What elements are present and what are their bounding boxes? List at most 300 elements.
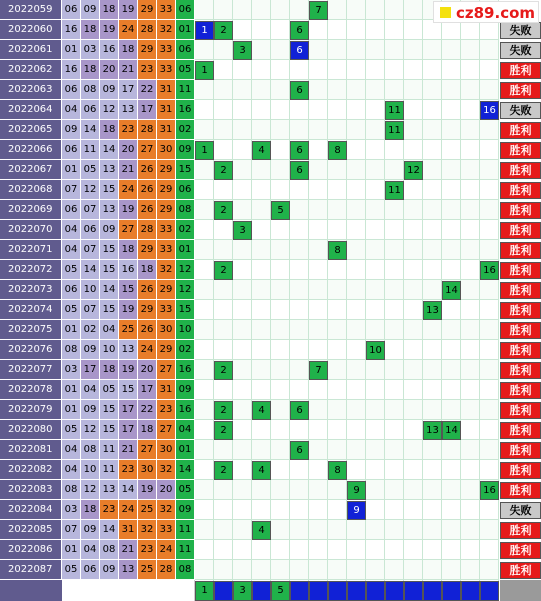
red-ball-number: 12 — [81, 180, 100, 200]
blue-ball-number: 05 — [176, 60, 195, 80]
red-ball-number: 05 — [81, 160, 100, 180]
red-ball-number: 33 — [157, 220, 176, 240]
result-badge: 胜利 — [500, 202, 541, 219]
pick-marker: 16 — [480, 481, 499, 500]
red-ball-number: 02 — [81, 320, 100, 340]
pick-marker: 1 — [195, 21, 214, 40]
red-ball-number: 18 — [100, 120, 119, 140]
result-badge: 胜利 — [500, 522, 541, 539]
red-ball-number: 03 — [81, 40, 100, 60]
red-ball-number: 15 — [100, 260, 119, 280]
red-ball-number: 14 — [100, 140, 119, 160]
blue-ball-number: 06 — [176, 40, 195, 60]
red-ball-number: 05 — [62, 260, 81, 280]
pick-marker: 2 — [214, 261, 233, 280]
blue-ball-number: 11 — [176, 520, 195, 540]
red-ball-number: 20 — [100, 60, 119, 80]
red-ball-number: 06 — [62, 200, 81, 220]
red-ball-number: 26 — [138, 280, 157, 300]
red-ball-number: 06 — [81, 220, 100, 240]
blue-ball-number: 01 — [176, 440, 195, 460]
blue-ball-number: 04 — [176, 420, 195, 440]
red-ball-number: 04 — [62, 440, 81, 460]
red-ball-number: 32 — [138, 520, 157, 540]
period-label: 2022071 — [0, 240, 62, 260]
blue-ball-number: 15 — [176, 300, 195, 320]
red-ball-number: 23 — [100, 500, 119, 520]
bottom-marker — [404, 581, 423, 601]
pick-marker: 2 — [214, 421, 233, 440]
pick-marker: 16 — [480, 261, 499, 280]
red-ball-number: 28 — [138, 20, 157, 40]
red-ball-number: 33 — [157, 40, 176, 60]
red-ball-number: 16 — [100, 40, 119, 60]
red-ball-number: 01 — [62, 400, 81, 420]
blue-ball-number: 02 — [176, 120, 195, 140]
red-ball-number: 03 — [62, 360, 81, 380]
red-ball-number: 10 — [81, 460, 100, 480]
period-label: 2022087 — [0, 560, 62, 580]
blue-ball-number: 06 — [176, 0, 195, 20]
red-ball-number: 12 — [81, 480, 100, 500]
period-label: 2022072 — [0, 260, 62, 280]
bottom-label-spacer — [0, 580, 62, 601]
result-badge: 胜利 — [500, 62, 541, 79]
bottom-marker: 3 — [233, 581, 252, 601]
result-badge: 胜利 — [500, 342, 541, 359]
result-badge: 胜利 — [500, 442, 541, 459]
red-ball-number: 08 — [81, 80, 100, 100]
red-ball-number: 25 — [138, 500, 157, 520]
red-ball-number: 07 — [62, 520, 81, 540]
period-label: 2022083 — [0, 480, 62, 500]
red-ball-number: 12 — [100, 100, 119, 120]
red-ball-number: 19 — [119, 300, 138, 320]
red-ball-number: 32 — [157, 260, 176, 280]
red-ball-number: 04 — [81, 380, 100, 400]
red-ball-number: 18 — [100, 0, 119, 20]
bottom-marker — [328, 581, 347, 601]
red-ball-number: 18 — [100, 360, 119, 380]
pick-marker: 2 — [214, 161, 233, 180]
result-badge: 胜利 — [500, 182, 541, 199]
red-ball-number: 05 — [62, 420, 81, 440]
red-ball-number: 14 — [81, 120, 100, 140]
bottom-marker — [423, 581, 442, 601]
red-ball-number: 29 — [157, 340, 176, 360]
red-ball-number: 24 — [157, 540, 176, 560]
red-ball-number: 23 — [119, 120, 138, 140]
pick-marker: 3 — [233, 221, 252, 240]
red-ball-number: 07 — [81, 240, 100, 260]
bottom-marker — [309, 581, 328, 601]
pick-marker: 6 — [290, 161, 309, 180]
red-ball-number: 13 — [100, 160, 119, 180]
blue-ball-number: 15 — [176, 160, 195, 180]
bottom-marker — [480, 581, 499, 601]
result-badge: 胜利 — [500, 382, 541, 399]
red-ball-number: 04 — [81, 540, 100, 560]
period-label: 2022085 — [0, 520, 62, 540]
red-ball-number: 29 — [138, 240, 157, 260]
red-ball-number: 13 — [119, 340, 138, 360]
red-ball-number: 33 — [157, 240, 176, 260]
red-ball-number: 19 — [138, 480, 157, 500]
blue-ball-number: 08 — [176, 200, 195, 220]
red-ball-number: 04 — [100, 320, 119, 340]
red-ball-number: 31 — [157, 100, 176, 120]
red-ball-number: 15 — [100, 180, 119, 200]
red-ball-number: 29 — [138, 0, 157, 20]
blue-ball-number: 08 — [176, 560, 195, 580]
red-ball-number: 17 — [81, 360, 100, 380]
red-ball-number: 23 — [138, 60, 157, 80]
pick-marker: 8 — [328, 141, 347, 160]
pick-marker: 1 — [195, 61, 214, 80]
red-ball-number: 33 — [157, 300, 176, 320]
period-label: 2022065 — [0, 120, 62, 140]
red-ball-number: 09 — [81, 0, 100, 20]
red-ball-number: 08 — [62, 340, 81, 360]
pick-marker: 4 — [252, 521, 271, 540]
red-ball-number: 05 — [62, 300, 81, 320]
result-badge: 胜利 — [500, 262, 541, 279]
red-ball-number: 21 — [119, 60, 138, 80]
red-ball-number: 13 — [119, 100, 138, 120]
red-ball-number: 09 — [100, 560, 119, 580]
blue-ball-number: 12 — [176, 280, 195, 300]
red-ball-number: 11 — [81, 140, 100, 160]
pick-marker: 6 — [290, 441, 309, 460]
red-ball-number: 25 — [119, 320, 138, 340]
red-ball-number: 29 — [157, 160, 176, 180]
red-ball-number: 19 — [119, 200, 138, 220]
red-ball-number: 24 — [119, 20, 138, 40]
logo-square-icon — [440, 7, 451, 18]
red-ball-number: 18 — [138, 260, 157, 280]
red-ball-number: 08 — [100, 540, 119, 560]
period-label: 2022061 — [0, 40, 62, 60]
red-ball-number: 33 — [157, 0, 176, 20]
red-ball-number: 05 — [62, 560, 81, 580]
red-ball-number: 09 — [81, 400, 100, 420]
red-ball-number: 31 — [119, 520, 138, 540]
period-label: 2022073 — [0, 280, 62, 300]
red-ball-number: 15 — [100, 240, 119, 260]
period-label: 2022075 — [0, 320, 62, 340]
period-label: 2022064 — [0, 100, 62, 120]
pick-marker: 11 — [385, 181, 404, 200]
pick-marker: 12 — [404, 161, 423, 180]
red-ball-number: 28 — [138, 120, 157, 140]
blue-ball-number: 16 — [176, 100, 195, 120]
pick-marker: 2 — [214, 361, 233, 380]
red-ball-number: 29 — [157, 280, 176, 300]
period-label: 2022062 — [0, 60, 62, 80]
red-ball-number: 24 — [138, 340, 157, 360]
red-ball-number: 24 — [119, 180, 138, 200]
red-ball-number: 21 — [119, 440, 138, 460]
pick-marker: 7 — [309, 1, 328, 20]
bottom-numbers-spacer — [62, 580, 195, 601]
red-ball-number: 30 — [157, 320, 176, 340]
red-ball-number: 20 — [157, 480, 176, 500]
red-ball-number: 26 — [138, 180, 157, 200]
blue-ball-number: 16 — [176, 400, 195, 420]
blue-ball-number: 11 — [176, 540, 195, 560]
pick-marker: 7 — [309, 361, 328, 380]
period-label: 2022078 — [0, 380, 62, 400]
result-badge: 胜利 — [500, 402, 541, 419]
result-badge: 胜利 — [500, 462, 541, 479]
red-ball-number: 19 — [119, 0, 138, 20]
red-ball-number: 01 — [62, 540, 81, 560]
red-ball-number: 01 — [62, 160, 81, 180]
blue-ball-number: 05 — [176, 480, 195, 500]
pick-marker: 4 — [252, 141, 271, 160]
period-label: 2022086 — [0, 540, 62, 560]
red-ball-number: 10 — [81, 280, 100, 300]
red-ball-number: 07 — [81, 200, 100, 220]
period-label: 2022067 — [0, 160, 62, 180]
bottom-marker: 5 — [271, 581, 290, 601]
red-ball-number: 07 — [62, 180, 81, 200]
red-ball-number: 19 — [100, 20, 119, 40]
red-ball-number: 20 — [138, 360, 157, 380]
pick-marker: 16 — [480, 101, 499, 120]
pick-marker: 2 — [214, 461, 233, 480]
red-ball-number: 13 — [100, 200, 119, 220]
blue-ball-number: 06 — [176, 180, 195, 200]
pick-marker: 4 — [252, 401, 271, 420]
red-ball-number: 01 — [62, 320, 81, 340]
result-badge: 胜利 — [500, 282, 541, 299]
pick-marker: 8 — [328, 461, 347, 480]
red-ball-number: 05 — [100, 380, 119, 400]
red-ball-number: 14 — [100, 520, 119, 540]
red-ball-number: 24 — [119, 500, 138, 520]
result-badge: 胜利 — [500, 322, 541, 339]
period-label: 2022069 — [0, 200, 62, 220]
red-ball-number: 08 — [81, 440, 100, 460]
bottom-marker — [442, 581, 461, 601]
red-ball-number: 14 — [119, 480, 138, 500]
blue-ball-number: 02 — [176, 220, 195, 240]
pick-marker: 9 — [347, 501, 366, 520]
red-ball-number: 14 — [100, 280, 119, 300]
pick-marker: 8 — [328, 241, 347, 260]
period-label: 2022081 — [0, 440, 62, 460]
bottom-marker — [366, 581, 385, 601]
period-label: 2022080 — [0, 420, 62, 440]
result-badge: 失败 — [500, 22, 541, 39]
period-label: 2022063 — [0, 80, 62, 100]
red-ball-number: 06 — [62, 140, 81, 160]
red-ball-number: 21 — [119, 160, 138, 180]
blue-ball-number: 02 — [176, 340, 195, 360]
pick-marker: 13 — [423, 301, 442, 320]
result-badge: 胜利 — [500, 302, 541, 319]
result-badge: 失败 — [500, 42, 541, 59]
red-ball-number: 27 — [157, 360, 176, 380]
bottom-marker — [290, 581, 309, 601]
blue-ball-number: 01 — [176, 20, 195, 40]
bottom-marker — [214, 581, 233, 601]
red-ball-number: 23 — [119, 460, 138, 480]
period-label: 2022066 — [0, 140, 62, 160]
red-ball-number: 25 — [138, 560, 157, 580]
result-badge: 胜利 — [500, 82, 541, 99]
result-badge: 胜利 — [500, 142, 541, 159]
site-logo[interactable] — [433, 1, 539, 23]
red-ball-number: 11 — [100, 440, 119, 460]
result-badge: 胜利 — [500, 222, 541, 239]
red-ball-number: 04 — [62, 100, 81, 120]
red-ball-number: 17 — [138, 380, 157, 400]
pick-marker: 6 — [290, 141, 309, 160]
result-badge: 胜利 — [500, 162, 541, 179]
red-ball-number: 19 — [119, 360, 138, 380]
red-ball-number: 06 — [62, 280, 81, 300]
pick-marker: 11 — [385, 121, 404, 140]
result-badge: 失败 — [500, 102, 541, 119]
period-label: 2022059 — [0, 0, 62, 20]
blue-ball-number: 09 — [176, 140, 195, 160]
bottom-marker — [347, 581, 366, 601]
red-ball-number: 15 — [100, 420, 119, 440]
red-ball-number: 11 — [100, 460, 119, 480]
blue-ball-number: 16 — [176, 360, 195, 380]
blue-ball-number: 14 — [176, 460, 195, 480]
red-ball-number: 06 — [62, 80, 81, 100]
result-badge: 失败 — [500, 502, 541, 519]
red-ball-number: 09 — [100, 80, 119, 100]
red-ball-number: 09 — [81, 340, 100, 360]
blue-ball-number: 01 — [176, 240, 195, 260]
red-ball-number: 28 — [157, 560, 176, 580]
pick-marker: 6 — [290, 41, 309, 60]
blue-ball-number: 09 — [176, 500, 195, 520]
red-ball-number: 33 — [157, 520, 176, 540]
red-ball-number: 27 — [138, 140, 157, 160]
pick-marker: 14 — [442, 421, 461, 440]
red-ball-number: 30 — [138, 460, 157, 480]
period-label: 2022060 — [0, 20, 62, 40]
pick-marker: 6 — [290, 21, 309, 40]
pick-marker: 6 — [290, 401, 309, 420]
period-label: 2022076 — [0, 340, 62, 360]
pick-marker: 2 — [214, 201, 233, 220]
red-ball-number: 26 — [138, 160, 157, 180]
red-ball-number: 15 — [100, 300, 119, 320]
result-badge: 胜利 — [500, 242, 541, 259]
bottom-marker — [385, 581, 404, 601]
red-ball-number: 09 — [100, 220, 119, 240]
red-ball-number: 14 — [81, 260, 100, 280]
pick-marker: 9 — [347, 481, 366, 500]
red-ball-number: 18 — [138, 420, 157, 440]
red-ball-number: 16 — [62, 20, 81, 40]
red-ball-number: 17 — [138, 100, 157, 120]
pick-marker: 10 — [366, 341, 385, 360]
pick-marker: 4 — [252, 461, 271, 480]
red-ball-number: 09 — [62, 120, 81, 140]
red-ball-number: 31 — [157, 120, 176, 140]
red-ball-number: 32 — [157, 500, 176, 520]
pick-marker: 11 — [385, 101, 404, 120]
red-ball-number: 22 — [138, 80, 157, 100]
red-ball-number: 31 — [157, 380, 176, 400]
red-ball-number: 18 — [81, 60, 100, 80]
result-badge: 胜利 — [500, 362, 541, 379]
red-ball-number: 29 — [138, 40, 157, 60]
blue-ball-number: 12 — [176, 260, 195, 280]
red-ball-number: 15 — [119, 280, 138, 300]
red-ball-number: 18 — [119, 40, 138, 60]
red-ball-number: 06 — [62, 0, 81, 20]
red-ball-number: 21 — [119, 540, 138, 560]
bottom-marker — [252, 581, 271, 601]
red-ball-number: 16 — [119, 260, 138, 280]
red-ball-number: 06 — [81, 560, 100, 580]
pick-marker: 1 — [195, 141, 214, 160]
red-ball-number: 32 — [157, 20, 176, 40]
logo-text: cz89.com — [456, 4, 536, 22]
red-ball-number: 03 — [62, 500, 81, 520]
red-ball-number: 32 — [157, 460, 176, 480]
pick-marker: 13 — [423, 421, 442, 440]
red-ball-number: 26 — [138, 320, 157, 340]
red-ball-number: 29 — [157, 180, 176, 200]
red-ball-number: 27 — [138, 440, 157, 460]
period-label: 2022074 — [0, 300, 62, 320]
red-ball-number: 22 — [138, 400, 157, 420]
pick-marker: 3 — [233, 41, 252, 60]
red-ball-number: 28 — [138, 220, 157, 240]
red-ball-number: 18 — [81, 500, 100, 520]
red-ball-number: 04 — [62, 460, 81, 480]
period-label: 2022082 — [0, 460, 62, 480]
red-ball-number: 31 — [157, 80, 176, 100]
red-ball-number: 04 — [62, 220, 81, 240]
red-ball-number: 29 — [157, 200, 176, 220]
red-ball-number: 27 — [157, 420, 176, 440]
red-ball-number: 17 — [119, 400, 138, 420]
red-ball-number: 10 — [100, 340, 119, 360]
blue-ball-number: 10 — [176, 320, 195, 340]
period-label: 2022077 — [0, 360, 62, 380]
blue-ball-number: 09 — [176, 380, 195, 400]
red-ball-number: 15 — [100, 400, 119, 420]
red-ball-number: 33 — [157, 60, 176, 80]
pick-marker: 6 — [290, 81, 309, 100]
result-badge: 胜利 — [500, 122, 541, 139]
result-badge: 胜利 — [500, 542, 541, 559]
red-ball-number: 30 — [157, 440, 176, 460]
pick-marker: 14 — [442, 281, 461, 300]
red-ball-number: 29 — [138, 300, 157, 320]
red-ball-number: 07 — [81, 300, 100, 320]
red-ball-number: 15 — [119, 380, 138, 400]
bottom-marker — [461, 581, 480, 601]
pick-marker: 5 — [271, 201, 290, 220]
period-label: 2022070 — [0, 220, 62, 240]
red-ball-number: 09 — [81, 520, 100, 540]
period-label: 2022084 — [0, 500, 62, 520]
red-ball-number: 26 — [138, 200, 157, 220]
bottom-marker: 1 — [195, 581, 214, 601]
result-badge: 胜利 — [500, 422, 541, 439]
